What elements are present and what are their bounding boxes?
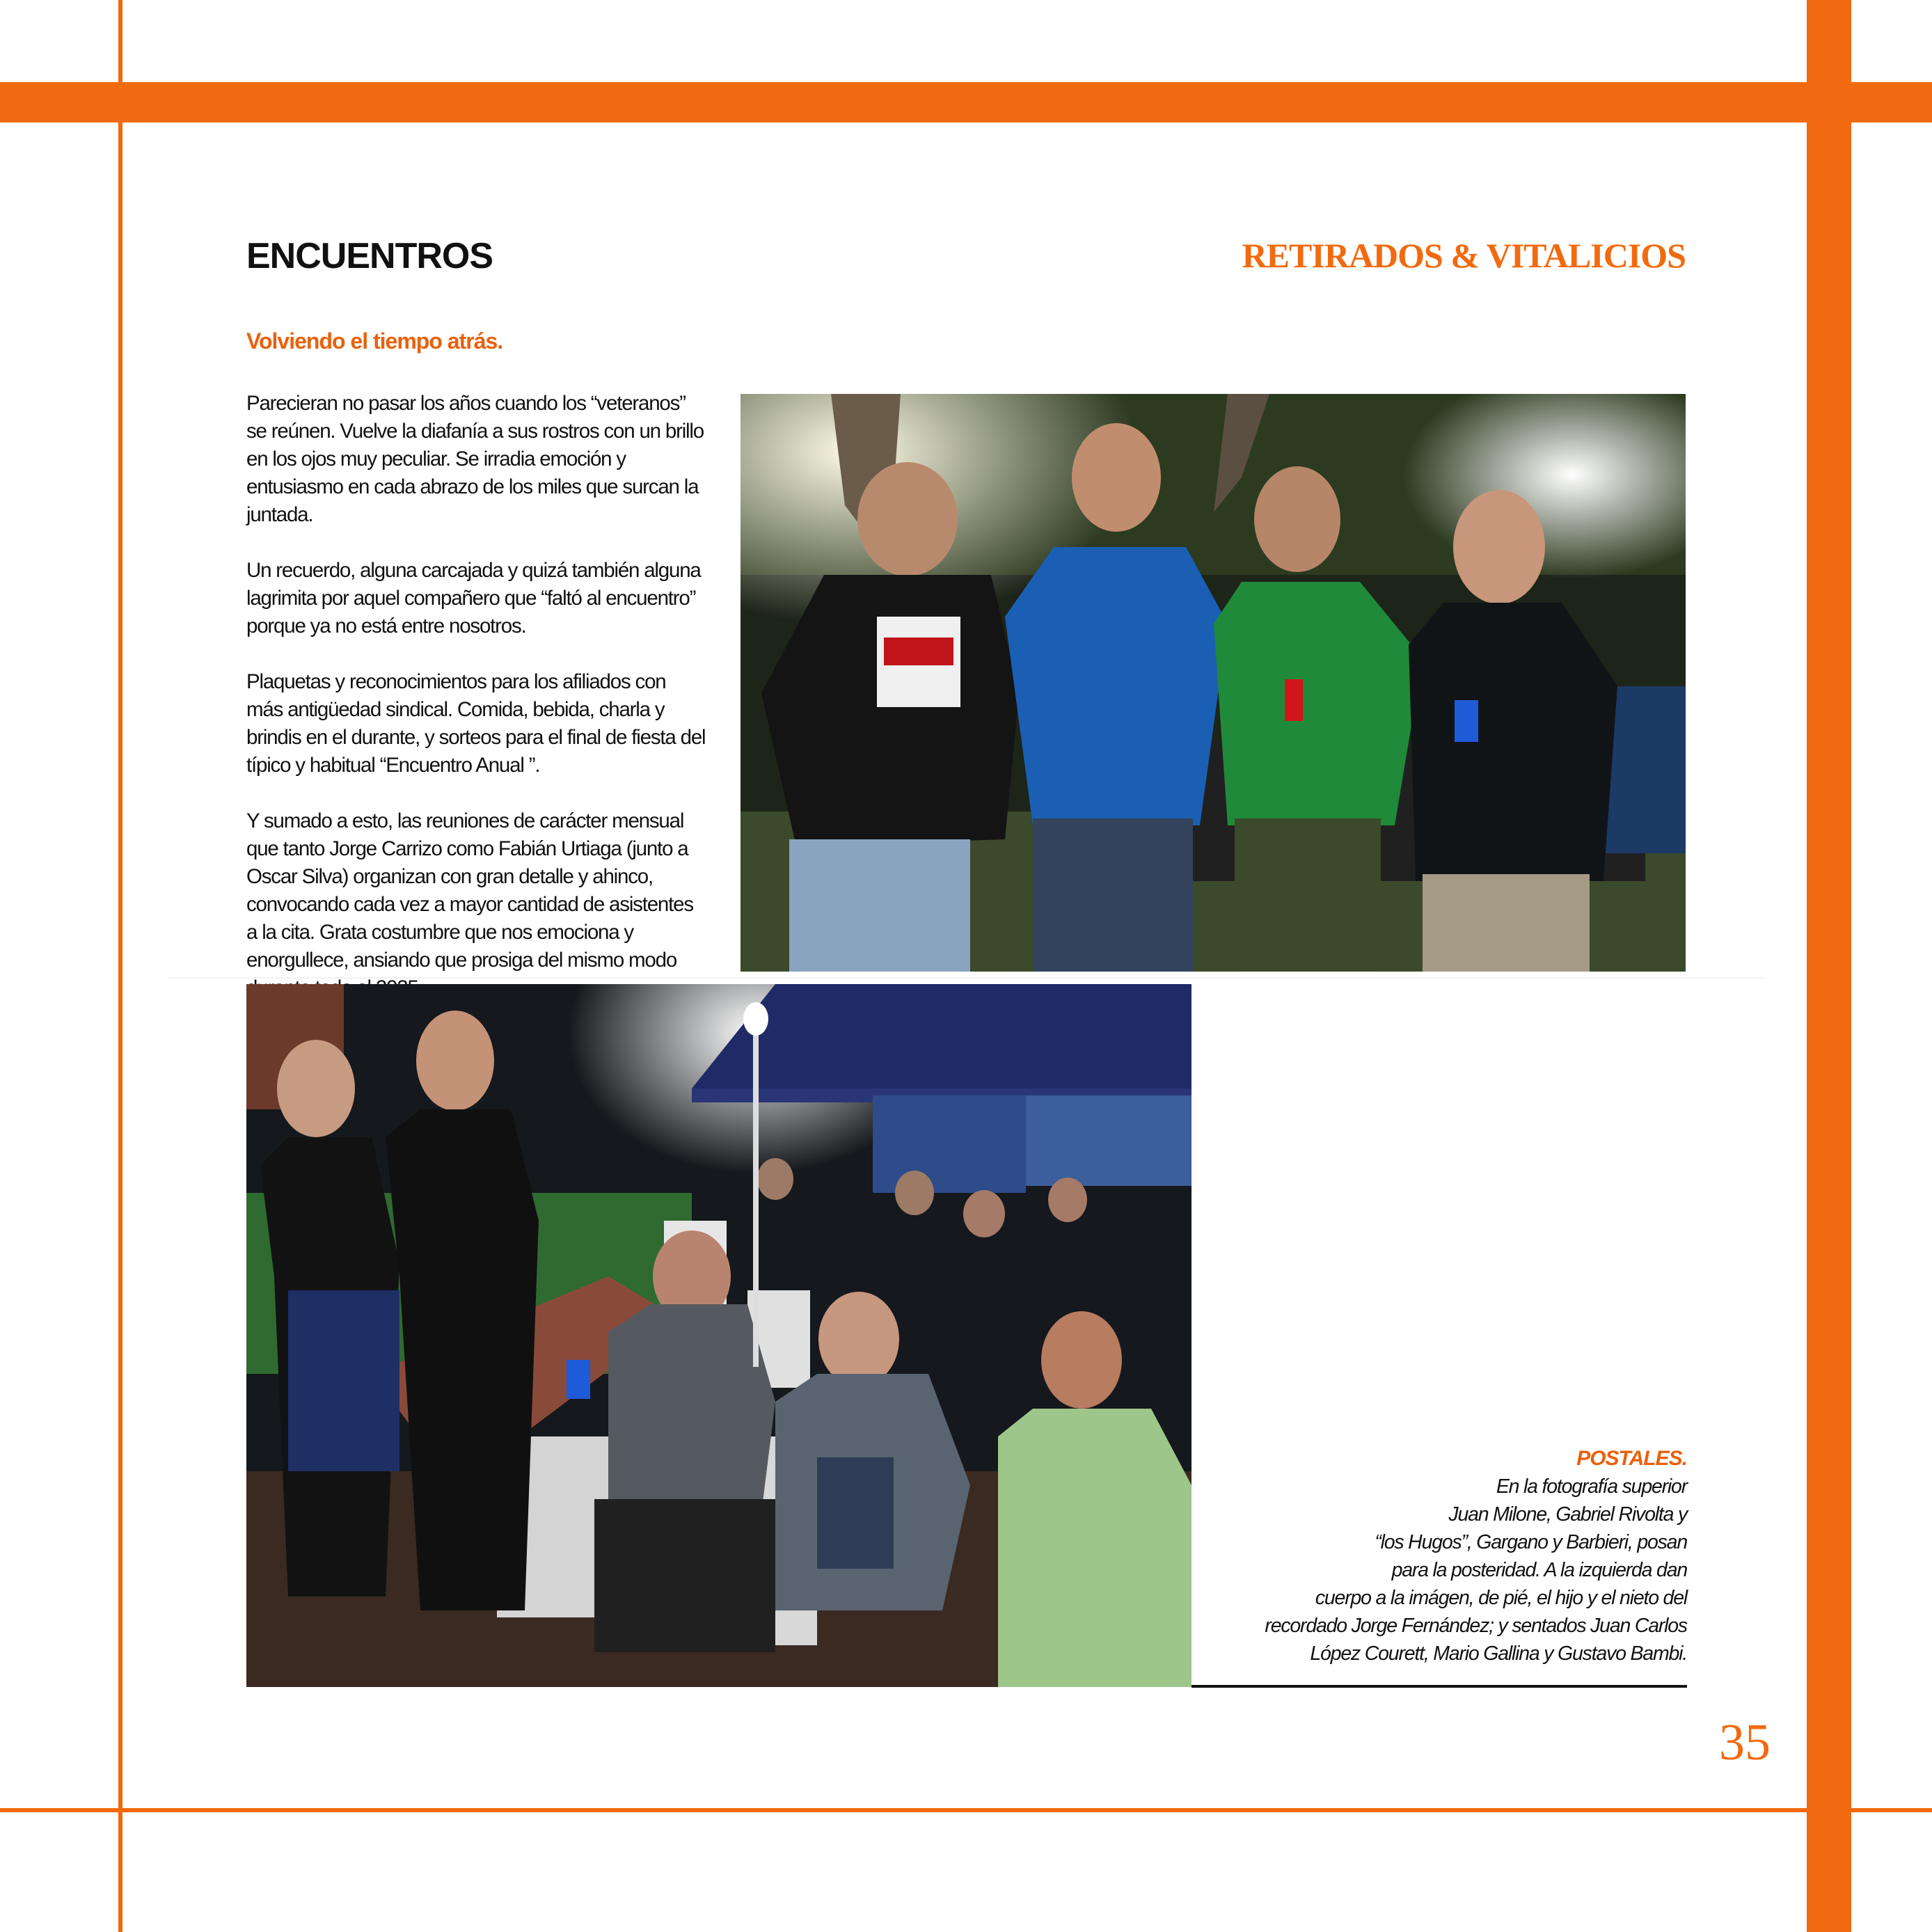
caption-line: López Courett, Mario Gallina y Gustavo Bambi.	[1310, 1642, 1687, 1665]
top-band	[0, 82, 1932, 122]
caption-line: recordado Jorge Fernández; y sentados Juan Carlos	[1265, 1615, 1687, 1637]
section-title: ENCUENTROS	[246, 236, 493, 276]
caption-line: Juan Milone, Gabriel Rivolta y	[1448, 1503, 1687, 1526]
paragraph: Plaquetas y reconocimientos para los afiliados con más antigüedad sindical. Comida, bebida, charla y brindis en el durante, y sorteos para el final de fiesta del típico y habitual “Encuentro Anual ”.	[246, 670, 706, 777]
caption-title: POSTALES.	[1576, 1447, 1687, 1470]
caption-line: para la posteridad. A la izquierda dan	[1391, 1559, 1687, 1581]
right-vertical-band	[1807, 0, 1851, 1932]
caption-line: “los Hugos”, Gargano y Barbieri, posan	[1375, 1531, 1687, 1553]
group-photo-top	[741, 394, 1686, 972]
paragraph: Un recuerdo, alguna carcajada y quizá también alguna lagrimita por aquel compañero que “faltó al encuentro” porque ya no está entre nosotros.	[246, 559, 701, 638]
publication-title: RETIRADOS & VITALICIOS	[1242, 236, 1686, 275]
photo-caption	[1200, 1445, 1687, 1668]
page-number: 35	[1719, 1714, 1771, 1771]
bottom-rule	[0, 1808, 1932, 1812]
group-photo-bottom	[246, 984, 1191, 1687]
paragraph: Y sumado a esto, las reuniones de carácter mensual que tanto Jorge Carrizo como Fabián Urtiaga (junto a Oscar Silva) organizan con gran detalle y ahinco, convocando cada vez a mayor cantidad de asistentes a la cita. Grata costumbre que nos emociona y enorgullece, ansiando que prosiga del mismo modo	[246, 809, 693, 972]
article-subtitle: Volviendo el tiempo atrás.	[246, 328, 503, 354]
paragraph: Parecieran no pasar los años cuando los “veteranos” se reúnen. Vuelve la diafanía a sus rostros con un brillo en los ojos muy peculiar. Se irradia emoción y entusiasmo en cada abrazo de los miles que surcan la juntada.	[246, 392, 704, 526]
left-vertical-rule	[118, 0, 122, 1932]
article-body	[246, 390, 706, 1030]
caption-line: En la fotografía superior	[1496, 1475, 1687, 1498]
caption-rule	[1191, 1685, 1687, 1688]
caption-line: cuerpo a la imágen, de pié, el hijo y el nieto del	[1315, 1587, 1687, 1609]
divider	[167, 977, 1765, 979]
